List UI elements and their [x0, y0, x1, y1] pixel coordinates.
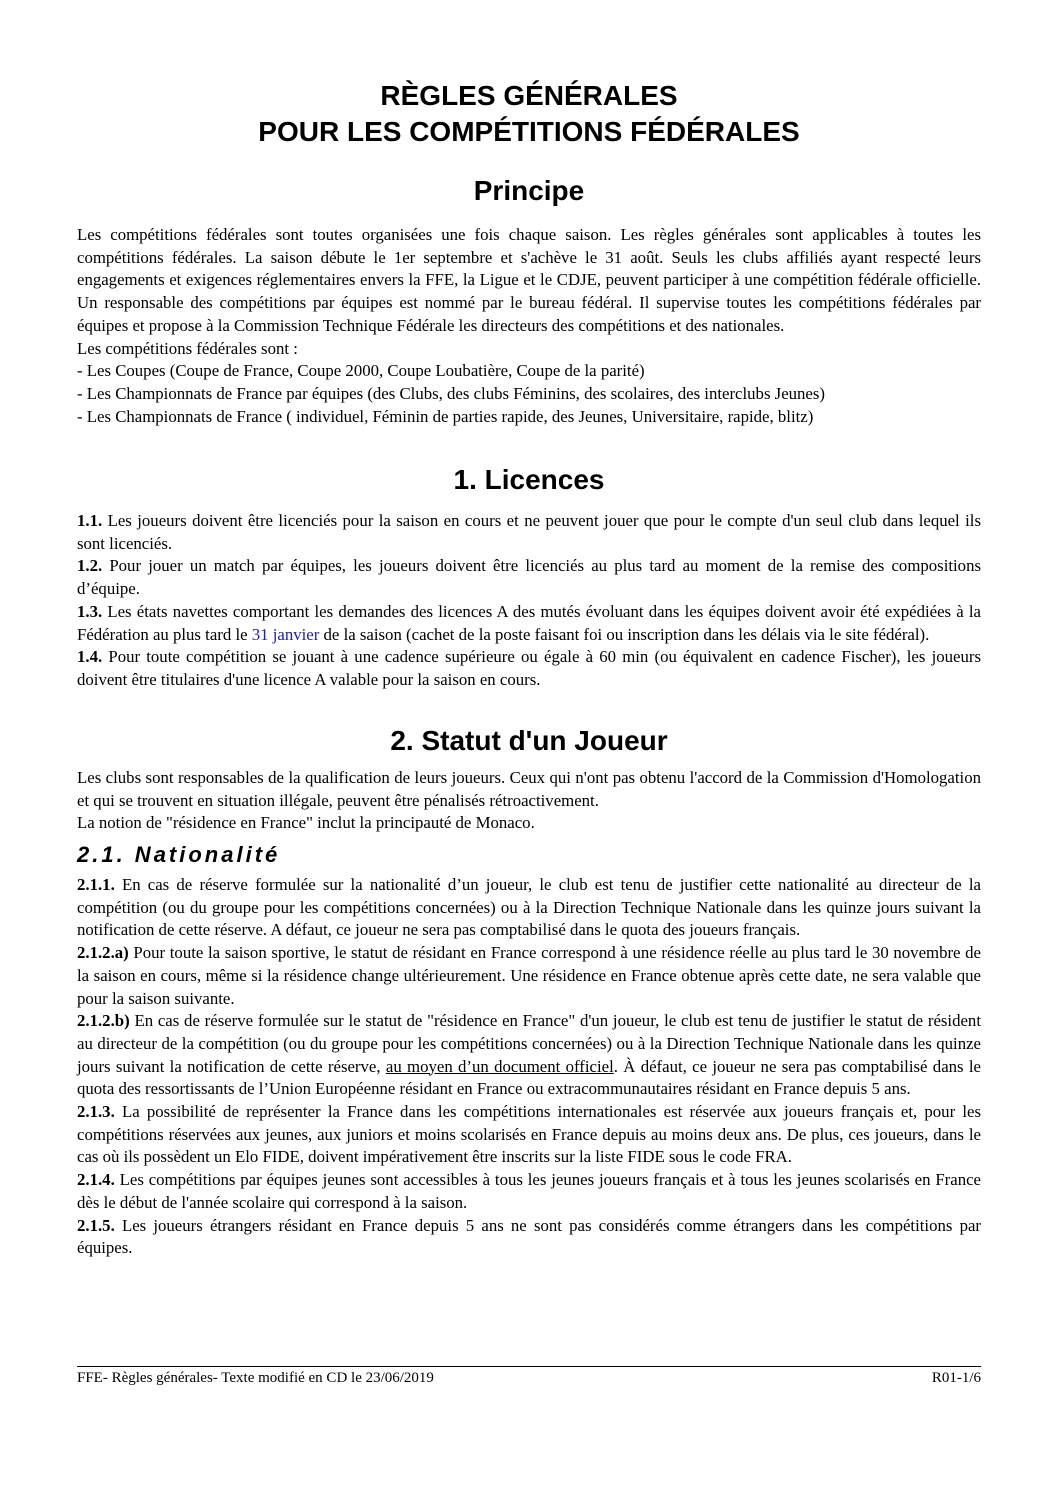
- heading-nationalite: 2.1. Nationalité: [77, 842, 281, 867]
- paragraph-text: Les joueurs étrangers résidant en France depuis 5 ans ne sont pas considérés comme étrangers dans les compétitions par équipes.: [77, 1215, 981, 1258]
- paragraph-2-1-1: [77, 874, 981, 942]
- paragraph-1-4: [77, 646, 981, 691]
- paragraph-number: 2.1.5.: [77, 1215, 115, 1235]
- paragraph-2-1-3: [77, 1101, 981, 1169]
- paragraph-number: 2.1.2.b): [77, 1011, 130, 1031]
- section-nationalite: [77, 874, 981, 1260]
- paragraph-2-1-2-a: [77, 942, 981, 1010]
- paragraph-2-1-4: [77, 1169, 981, 1214]
- paragraph-text: . À défaut, ce joueur ne sera pas comptabilisé dans le quota des ressortissants de l’Union Européenne résidant en France ou extracommunautaires résidant en France depuis 5 ans.: [77, 1056, 981, 1099]
- paragraph-1-3: [77, 601, 981, 646]
- paragraph-number: 2.1.2.a): [77, 943, 129, 963]
- paragraph-1-1: [77, 510, 981, 555]
- paragraph-number: 1.1.: [77, 511, 103, 530]
- paragraph-text: Pour jouer un match par équipes, les joueurs doivent être licenciés au plus tard au moment de la remise des compositions d’équipe.: [77, 556, 981, 599]
- principe-list-item: - Les Championnats de France par équipes (des Clubs, des clubs Féminins, des scolaires, des interclubs Jeunes): [77, 383, 826, 403]
- paragraph-number: 1.3.: [77, 601, 103, 621]
- paragraph-2-1-2-b: [77, 1010, 981, 1101]
- paragraph-number: 2.1.1.: [77, 875, 115, 894]
- paragraph-number: 2.1.4.: [77, 1170, 115, 1190]
- date-link-31-janvier[interactable]: 31 janvier: [251, 624, 320, 644]
- heading-statut: 2. Statut d'un Joueur: [390, 725, 668, 756]
- principe-list-intro: Les compétitions fédérales sont :: [77, 338, 298, 358]
- statut-intro: Les clubs sont responsables de la qualification de leurs joueurs. Ceux qui n'ont pas obtenu l'accord de la Commission d'Homologation et qui se trouvent en situation illégale, peuvent être pénalisés rétroactivement.: [77, 768, 981, 810]
- paragraph-text: En cas de réserve formulée sur la nationalité d’un joueur, le club est tenu de justifier cette nationalité au directeur de la compétition (ou du groupe pour les compétitions concernées) ou à la Direction Technique Nationale dans les quinze jours suivant la notification de cette réserve. A défaut, ce joueur ne sera pas comptabilisé dans le quota des joueurs français.: [77, 875, 981, 940]
- paragraph-text: de la saison (cachet de la poste faisant foi ou inscription dans les délais via le site fédéral).: [319, 624, 930, 644]
- paragraph-number: 1.2.: [77, 556, 103, 576]
- paragraph-text: La possibilité de représenter la France dans les compétitions internationales est réservée aux joueurs français et, pour les compétitions réservées aux jeunes, aux juniors et moins scolarisés en France depuis au moins deux ans. De plus, ces joueurs, dans le cas où ils possèdent un Elo FIDE, doivent impérativement être inscrits sur la liste FIDE sous le code FRA.: [77, 1102, 981, 1167]
- paragraph-number: 2.1.3.: [77, 1102, 115, 1122]
- section-licences: [77, 510, 981, 692]
- paragraph-1-2: [77, 555, 981, 600]
- document-title-line2: POUR LES COMPÉTITIONS FÉDÉRALES: [258, 116, 800, 147]
- document-title-line1: RÈGLES GÉNÉRALES: [380, 80, 678, 111]
- principe-list-item: - Les Coupes (Coupe de France, Coupe 2000, Coupe Loubatière, Coupe de la parité): [77, 361, 645, 381]
- footer-document-info: FFE- Règles générales- Texte modifié en CD le 23/06/2019: [77, 1370, 434, 1386]
- heading-principe: Principe: [473, 175, 585, 206]
- section-statut: [77, 767, 981, 835]
- heading-licences: 1. Licences: [453, 464, 605, 495]
- paragraph-text: Pour toute compétition se jouant à une cadence supérieure ou égale à 60 min (ou équivalent en cadence Fischer), les joueurs doivent être titulaires d'une licence A valable pour la saison en cours.: [77, 647, 981, 689]
- paragraph-text: Pour toute la saison sportive, le statut de résidant en France correspond à une résidence réelle au plus tard le 30 novembre de la saison en cours, même si la résidence change ultérieurement. Une résidence en France obtenue après cette date, ne sera valable que pour la saison suivante.: [77, 943, 981, 1008]
- statut-monaco: La notion de "résidence en France" inclut la principauté de Monaco.: [77, 813, 535, 833]
- section-principe: [77, 224, 981, 428]
- paragraph-2-1-5: [77, 1215, 981, 1260]
- paragraph-text: En cas de réserve formulée sur le statut de "résidence en France" d'un joueur, le club est tenu de justifier le statut de résident au directeur de la compétition (ou du groupe pour les compétitions concernées) ou à la Direction Technique Nationale dans les quinze jours suivant la notification de cette réserve,: [77, 1011, 981, 1076]
- footer-divider: [77, 1366, 981, 1367]
- footer-page-number: R01-1/6: [931, 1370, 981, 1386]
- paragraph-text: Les compétitions par équipes jeunes sont accessibles à tous les jeunes joueurs français et à tous les jeunes scolarisés en France dès le début de l'année scolaire qui correspond à la saison.: [77, 1170, 981, 1212]
- paragraph-text: Les joueurs doivent être licenciés pour la saison en cours et ne peuvent jouer que pour le compte d'un seul club dans lequel ils sont licenciés.: [77, 511, 981, 553]
- paragraph-number: 1.4.: [77, 647, 103, 667]
- principe-list-item: - Les Championnats de France ( individuel, Féminin de parties rapide, des Jeunes, Universitaire, rapide, blitz): [77, 406, 814, 426]
- underlined-text: au moyen d’un document officiel: [385, 1056, 614, 1076]
- principe-intro: Les compétitions fédérales sont toutes organisées une fois chaque saison. Les règles générales sont applicables à toutes les compétitions fédérales. La saison débute le 1er septembre et s'achève le 31 août. Seuls les clubs affiliés ayant respecté leurs engagements et exigences réglementaires envers la FFE, la Ligue et le CDJE, peuvent participer à une compétition fédérale officielle. Un responsable des compétitions par équipes est nommé par le bureau fédéral. Il supervise toutes les compétitions fédérales par équipes et propose à la Commission Technique Fédérale les directeurs des compétitions et des nationales.: [77, 225, 981, 335]
- paragraph-text: Les états navettes comportant les demandes des licences A des mutés évoluant dans les équipes doivent avoir été expédiées à la Fédération au plus tard le: [77, 601, 981, 644]
